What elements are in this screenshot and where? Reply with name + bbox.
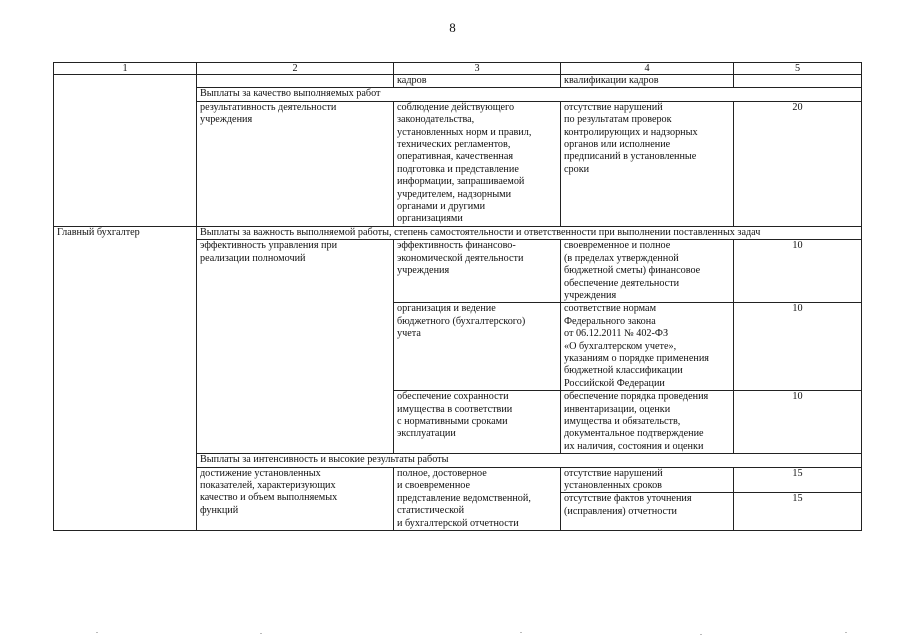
points-cell: 10	[734, 303, 862, 391]
col-header-5: 5	[734, 63, 862, 75]
payments-table	[53, 62, 862, 531]
table-row	[54, 75, 862, 88]
col-header-3: 3	[394, 63, 561, 75]
condition-cell: эффективность финансово- экономической деятельности учреждения	[394, 240, 561, 303]
position-cell-continued	[54, 75, 197, 227]
col-header-2: 2	[197, 63, 394, 75]
criterion-cell	[197, 75, 394, 88]
section-title-intensity: Выплаты за интенсивность и высокие результаты работы	[197, 454, 862, 467]
condition-cell: соблюдение действующего законодательства, установленных норм и правил, технических регламентов, оперативная, качественная подготовка и представление информации, запрашиваемой учредителем, надзорными органами и другими организациями	[394, 101, 561, 226]
indicator-cell: соответствие нормам Федерального закона от 06.12.2011 № 402-ФЗ «О бухгалтерском учете», указаниям о порядке применения бюджетной классификации Российской Федерации	[561, 303, 734, 391]
indicator-cell: отсутствие нарушений установленных сроков	[561, 467, 734, 493]
scan-noise	[845, 632, 847, 633]
indicator-cell: отсутствие фактов уточнения (исправления) отчетности	[561, 493, 734, 531]
position-cell: Главный бухгалтер	[54, 226, 197, 530]
points-cell: 10	[734, 240, 862, 303]
condition-cell: кадров	[394, 75, 561, 88]
section-title-quality: Выплаты за качество выполняемых работ	[197, 88, 862, 101]
points-cell: 15	[734, 493, 862, 531]
indicator-cell: квалификации кадров	[561, 75, 734, 88]
condition-cell: представление ведомственной, статистической и бухгалтерской отчетности	[394, 493, 561, 531]
col-header-4: 4	[561, 63, 734, 75]
page-number: 8	[449, 20, 456, 35]
condition-cell: организация и ведение бюджетного (бухгалтерского) учета	[394, 303, 561, 391]
condition-cell: полное, достоверное и своевременное	[394, 467, 561, 493]
criterion-cell: эффективность управления при реализации полномочий	[197, 240, 394, 454]
section-title-importance: Выплаты за важность выполняемой работы, степень самостоятельности и ответственности при выполнении поставленных задач	[197, 226, 862, 239]
criterion-cell: результативность деятельности учреждения	[197, 101, 394, 226]
points-cell	[734, 75, 862, 88]
indicator-cell: своевременное и полное (в пределах утвержденной бюджетной сметы) финансовое обеспечение деятельности учреждения	[561, 240, 734, 303]
scan-noise	[520, 632, 522, 633]
scan-noise	[700, 634, 702, 635]
scan-noise	[260, 633, 262, 634]
scan-noise	[96, 632, 98, 633]
points-cell: 15	[734, 467, 862, 493]
points-cell: 20	[734, 101, 862, 226]
col-header-1: 1	[54, 63, 197, 75]
points-cell: 10	[734, 391, 862, 454]
indicator-cell: отсутствие нарушений по результатам проверок контролирующих и надзорных органов или исполнение предписаний в установленные сроки	[561, 101, 734, 226]
condition-cell: обеспечение сохранности имущества в соответствии с нормативными сроками эксплуатации	[394, 391, 561, 454]
indicator-cell: обеспечение порядка проведения инвентаризации, оценки имущества и обязательств, документальное подтверждение их наличия, состояния и оценки	[561, 391, 734, 454]
table-header-row	[54, 63, 862, 75]
criterion-cell: достижение установленных показателей, характеризующих качество и объем выполняемых функций	[197, 467, 394, 531]
section-row	[54, 226, 862, 239]
